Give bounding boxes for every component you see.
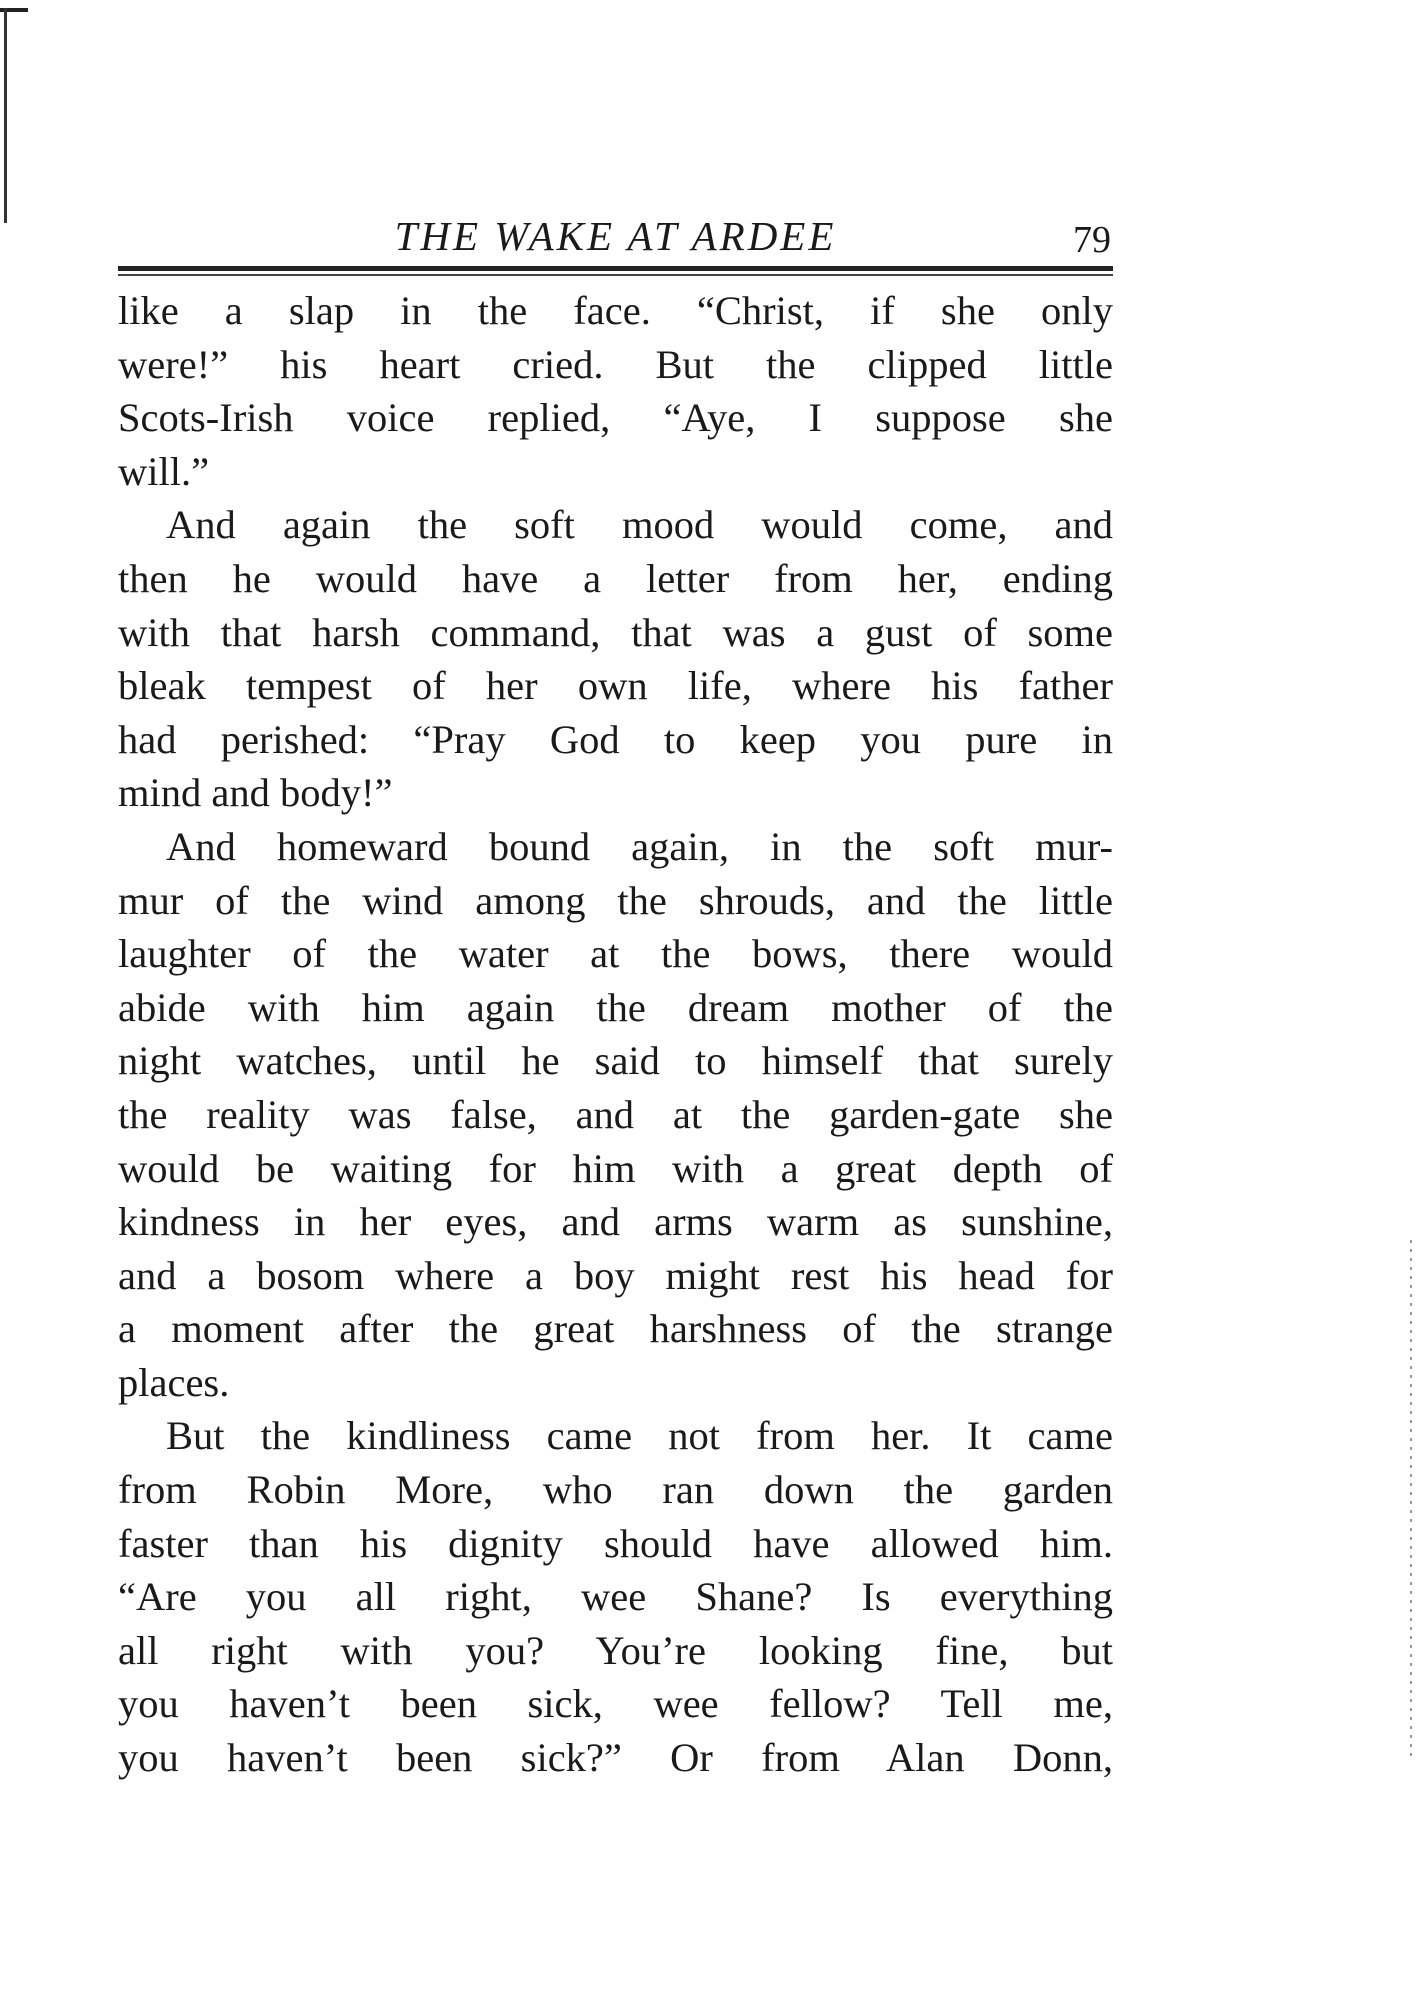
text-line: But the kindliness came not from her. It came bbox=[166, 1413, 1113, 1459]
text-line: laughter of the water at the bows, there would bbox=[118, 931, 1113, 977]
text-line: a moment after the great harshness of the strange bbox=[118, 1306, 1113, 1352]
text-line: you haven’t been sick?” Or from Alan Donn, bbox=[118, 1735, 1113, 1781]
page-number: 79 bbox=[1073, 219, 1111, 261]
text-line: places. bbox=[118, 1359, 230, 1405]
header-rule-thick bbox=[118, 266, 1113, 271]
text-line: kindness in her eyes, and arms warm as sunshine, bbox=[118, 1199, 1113, 1245]
text-line: then he would have a letter from her, ending bbox=[118, 555, 1113, 601]
text-line: will.” bbox=[118, 448, 210, 494]
text-line: “Are you all right, wee Shane? Is everything bbox=[118, 1574, 1113, 1620]
text-line: you haven’t been sick, wee fellow? Tell me, bbox=[118, 1681, 1113, 1727]
text-line: would be waiting for him with a great depth of bbox=[118, 1145, 1113, 1191]
text-line: and a bosom where a boy might rest his head for bbox=[118, 1252, 1113, 1298]
text-line: bleak tempest of her own life, where his father bbox=[118, 663, 1113, 709]
text-line: abide with him again the dream mother of the bbox=[118, 984, 1113, 1030]
body-text bbox=[118, 284, 1113, 1785]
text-line: Scots-Irish voice replied, “Aye, I suppose she bbox=[118, 395, 1113, 441]
text-line: And homeward bound again, in the soft mur- bbox=[166, 823, 1113, 869]
text-line: mur of the wind among the shrouds, and the little bbox=[118, 877, 1113, 923]
running-head-title: THE WAKE AT ARDEE bbox=[394, 213, 837, 259]
paragraph-4 bbox=[118, 1409, 1113, 1784]
text-line: all right with you? You’re looking fine, but bbox=[118, 1627, 1113, 1673]
scan-edge-mark-left bbox=[4, 8, 7, 223]
running-head bbox=[118, 210, 1113, 266]
scan-edge-dots-right bbox=[1410, 1240, 1412, 1760]
text-line: with that harsh command, that was a gust of some bbox=[118, 609, 1113, 655]
text-line: faster than his dignity should have allowed him. bbox=[118, 1520, 1113, 1566]
text-line: like a slap in the face. “Christ, if she only bbox=[118, 288, 1113, 333]
text-line: mind and body!” bbox=[118, 770, 393, 816]
book-page bbox=[118, 210, 1113, 1785]
text-line: had perished: “Pray God to keep you pure in bbox=[118, 716, 1113, 762]
paragraph-3 bbox=[118, 820, 1113, 1410]
header-rule-thin bbox=[118, 274, 1113, 276]
text-line: And again the soft mood would come, and bbox=[166, 502, 1113, 548]
text-line: from Robin More, who ran down the garden bbox=[118, 1467, 1113, 1513]
text-line: the reality was false, and at the garden-gate she bbox=[118, 1091, 1113, 1137]
text-line: were!” his heart cried. But the clipped little bbox=[118, 341, 1113, 387]
paragraph-1 bbox=[118, 284, 1113, 498]
text-line: night watches, until he said to himself that surely bbox=[118, 1038, 1113, 1084]
paragraph-2 bbox=[118, 498, 1113, 820]
